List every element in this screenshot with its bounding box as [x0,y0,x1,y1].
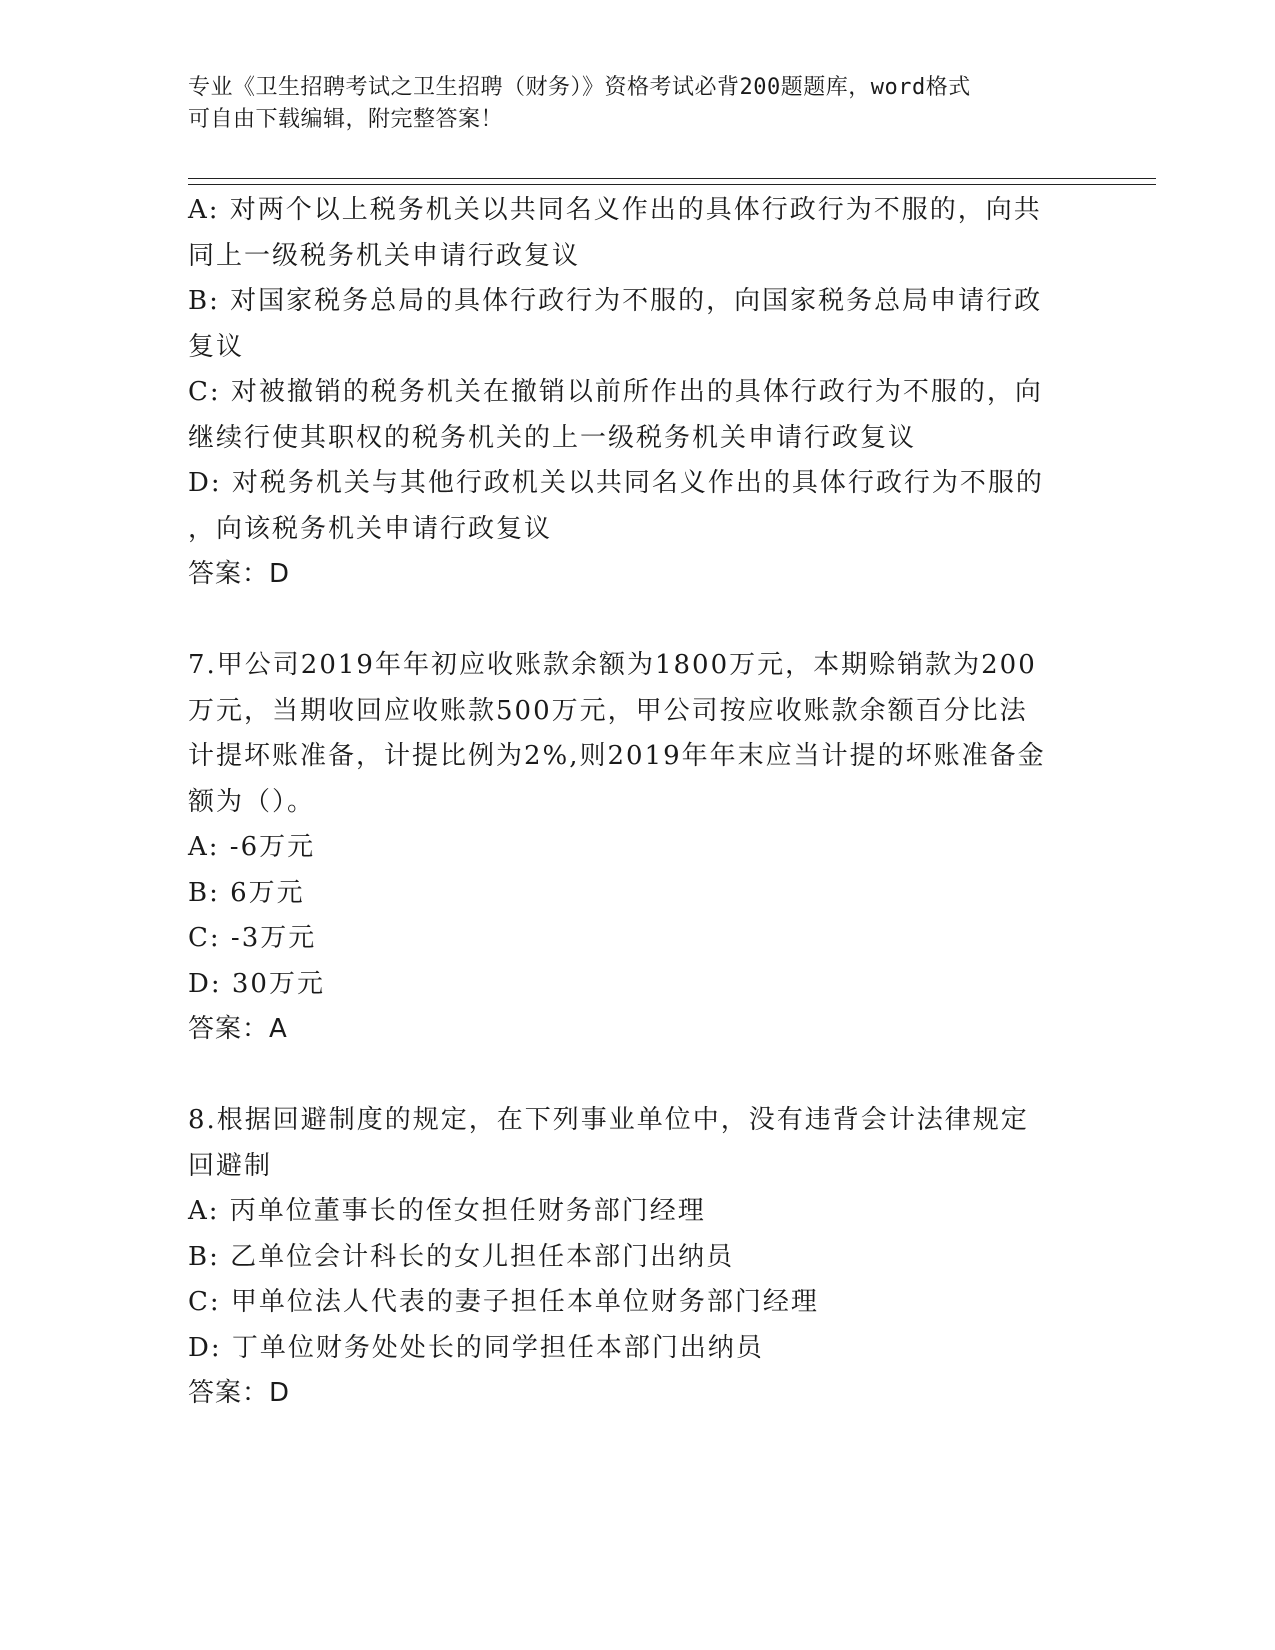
question-content [188,188,1088,1417]
q7-stem-line-4: 额为（）。 [188,786,316,817]
header-line-1: 专业《卫生招聘考试之卫生招聘（财务）》资格考试必背200题题库，word格式 [188,75,971,100]
q6-option-c-line-2: 继续行使其职权的税务机关的上一级税务机关申请行政复议 [188,422,917,453]
q8-answer: 答案：D [188,1378,291,1408]
header-line-2: 可自由下载编辑，附完整答案！ [188,107,504,132]
q7-option-c: C: -3万元 [188,923,317,953]
header-divider-bottom [188,184,1156,185]
q6-option-d-line-1: D: 对税务机关与其他行政机关以共同名义作出的具体行政行为不服的 [188,468,1044,498]
q6-option-a-line-2: 同上一级税务机关申请行政复议 [188,240,581,271]
document-header [188,72,1068,136]
question-7 [188,643,1088,1053]
q7-answer: 答案：A [188,1014,288,1044]
section-gap [188,1053,1088,1099]
q6-option-d-line-2: ，向该税务机关申请行政复议 [188,513,553,544]
q6-answer: 答案：D [188,559,291,589]
q7-option-b: B: 6万元 [188,877,305,908]
q8-stem-line-2: 回避制 [188,1150,273,1181]
q7-option-a: A: -6万元 [188,832,316,862]
header-divider-top [188,178,1156,179]
question-8 [188,1098,1088,1417]
q7-stem-line-1: 7.甲公司2019年年初应收账款余额为1800万元，本期赊销款为200 [188,650,1037,680]
q6-option-b-line-1: B: 对国家税务总局的具体行政行为不服的，向国家税务总局申请行政 [188,286,1043,316]
q8-option-d: D: 丁单位财务处处长的同学担任本部门出纳员 [188,1332,764,1363]
q7-stem-line-3: 计提坏账准备，计提比例为2%,则2019年年末应当计提的坏账准备金 [188,741,1046,771]
q8-option-c: C: 甲单位法人代表的妻子担任本单位财务部门经理 [188,1287,819,1317]
question-6 [188,188,1088,598]
q8-option-b: B: 乙单位会计科长的女儿担任本部门出纳员 [188,1241,735,1272]
q6-option-c-line-1: C: 对被撤销的税务机关在撤销以前所作出的具体行政行为不服的，向 [188,377,1043,407]
q6-option-a-line-1: A: 对两个以上税务机关以共同名义作出的具体行政行为不服的，向共 [188,195,1042,225]
section-gap [188,598,1088,644]
q8-option-a: A: 丙单位董事长的侄女担任财务部门经理 [188,1196,706,1226]
q7-option-d: D: 30万元 [188,968,325,999]
q7-stem-line-2: 万元，当期收回应收账款500万元，甲公司按应收账款余额百分比法 [188,695,1028,726]
q8-stem-line-1: 8.根据回避制度的规定，在下列事业单位中，没有违背会计法律规定 [188,1105,1029,1135]
q6-option-b-line-2: 复议 [188,331,245,362]
